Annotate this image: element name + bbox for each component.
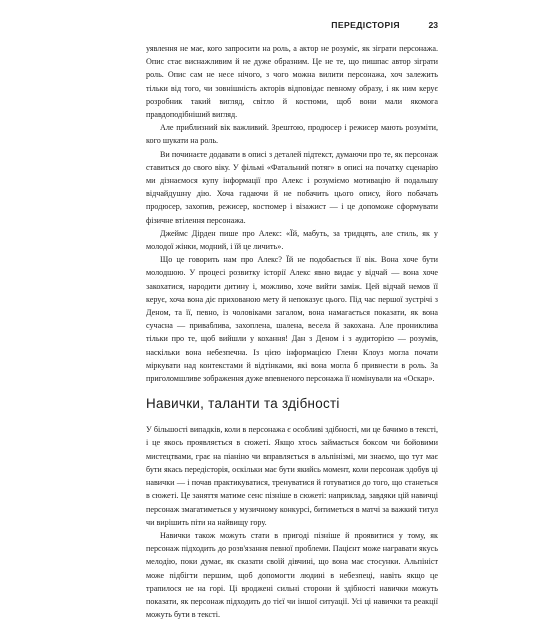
body-text: [146, 42, 438, 621]
paragraph: Що це говорить нам про Алекс? Їй не подобається її вік. Вона хоче бути молодшою. У процесі розвитку історії Алекс явно видає у відчай — вона хоче закохатися, народити дитину і, можливо, хоче вийти заміж. Цей відчай немов її керує, хоча вона діє прихованою мету й непоказує цього. Під час першої зустрічі з Деном, та її, певно, із чоловіками загалом, вона намагається показати, як вона сучасна — приваблива, захоплена, шалена, весела й закохана. Але прониклива тільки про те, щоб вийшли у кохання! Дан з Деном і з аудиторією — розумів, наскільки вона небезпечна. Із цією інформацією Гленн Клоуз могла почати міркувати над контекстами й відтінками, які вона могла б привнести в роль. За приголомшливе зображення дуже впевненого персонажа її номінували на «Оскар».: [146, 255, 438, 384]
paragraph: Навички також можуть стати в пригоді пізніше й проявитися у тому, як персонаж підходить до розв'язання певної проблеми. Пацієнт може награвати якусь мелодію, поки думає, як сказати своїй дівчині, що вона має стосунки. Альпініст може підбігти першим, щоб допомогти людині в небезпеці, навіть якщо це трапилося не на горі. Ці вроджені сильні сторони й здібності навички можуть показати, як персонаж підходить до тієї чи іншої ситуації. Усі ці навички та реакції можуть бути в тексті.: [146, 530, 438, 620]
page-number: 23: [428, 20, 438, 30]
section-title: ПЕРЕДІСТОРІЯ: [331, 20, 400, 30]
paragraph: У більшості випадків, коли в персонажа є особливі здібності, ми це бачимо в тексті, і це якось проявляється в сюжеті. Якщо хтось займається боксом чи бойовими мистецтвами, грає на піаніно чи вправляється в альпінізмі, ми знаємо, що тут має бути якась передісторія, оскільки має бути якийсь момент, коли персонаж здобув ці навички — і почав практикуватися, тренуватися й готуватися до того, що станеться в сюжеті. Це заняття матиме сенс пізніше в сюжеті: наприклад, завдяки цій навичці персонаж змагатиметься у музичному конкурсі, битиметься в матчі за важкий титул чи вирішить піти на найвищу гору.: [146, 425, 438, 527]
paragraph: Але приблизний вік важливий. Зрештою, продюсер і режисер мають розуміти, кого шукати на роль.: [146, 123, 438, 146]
section-heading: Навички, таланти та здібності: [146, 396, 340, 412]
paragraph: Ви починаєте додавати в описі з деталей підтекст, думаючи про те, як персонаж ставиться до свого віку. У фільмі «Фатальний потяг» в описі на початку сценарію ми дізнаємося купу інформації про Алекс і розуміємо мотивацію й подальшу відчайдушну дію. Хоча гадаючи й не побачить цього опису, його побачать продюсер, захопив, режисер, костюмер і візажист — і це допоможе сформувати фізичне втілення персонажа.: [146, 149, 438, 225]
paragraph: уявлення не має, кого запросити на роль, а актор не розуміє, як зіграти персонажа. Опис стає виснажливим й не дуже образним. Це не те, що пишпас автор зіграти роль. Опис сам не несе нічого, з чого можна вилити персонажа, хоч залежить тільки від того, чи зовнішність акторів відповідає певному образу, і як ним керує розробник такий вигляд, світло й костюми, щоб вони мали якомога правдоподібніший вигляд.: [146, 44, 438, 120]
running-head: [146, 20, 438, 34]
paragraph: Джеймс Дірден пише про Алекс: «Їй, мабуть, за тридцять, але стиль, як у молодої жінки, модний, і їй це личить».: [146, 228, 438, 252]
